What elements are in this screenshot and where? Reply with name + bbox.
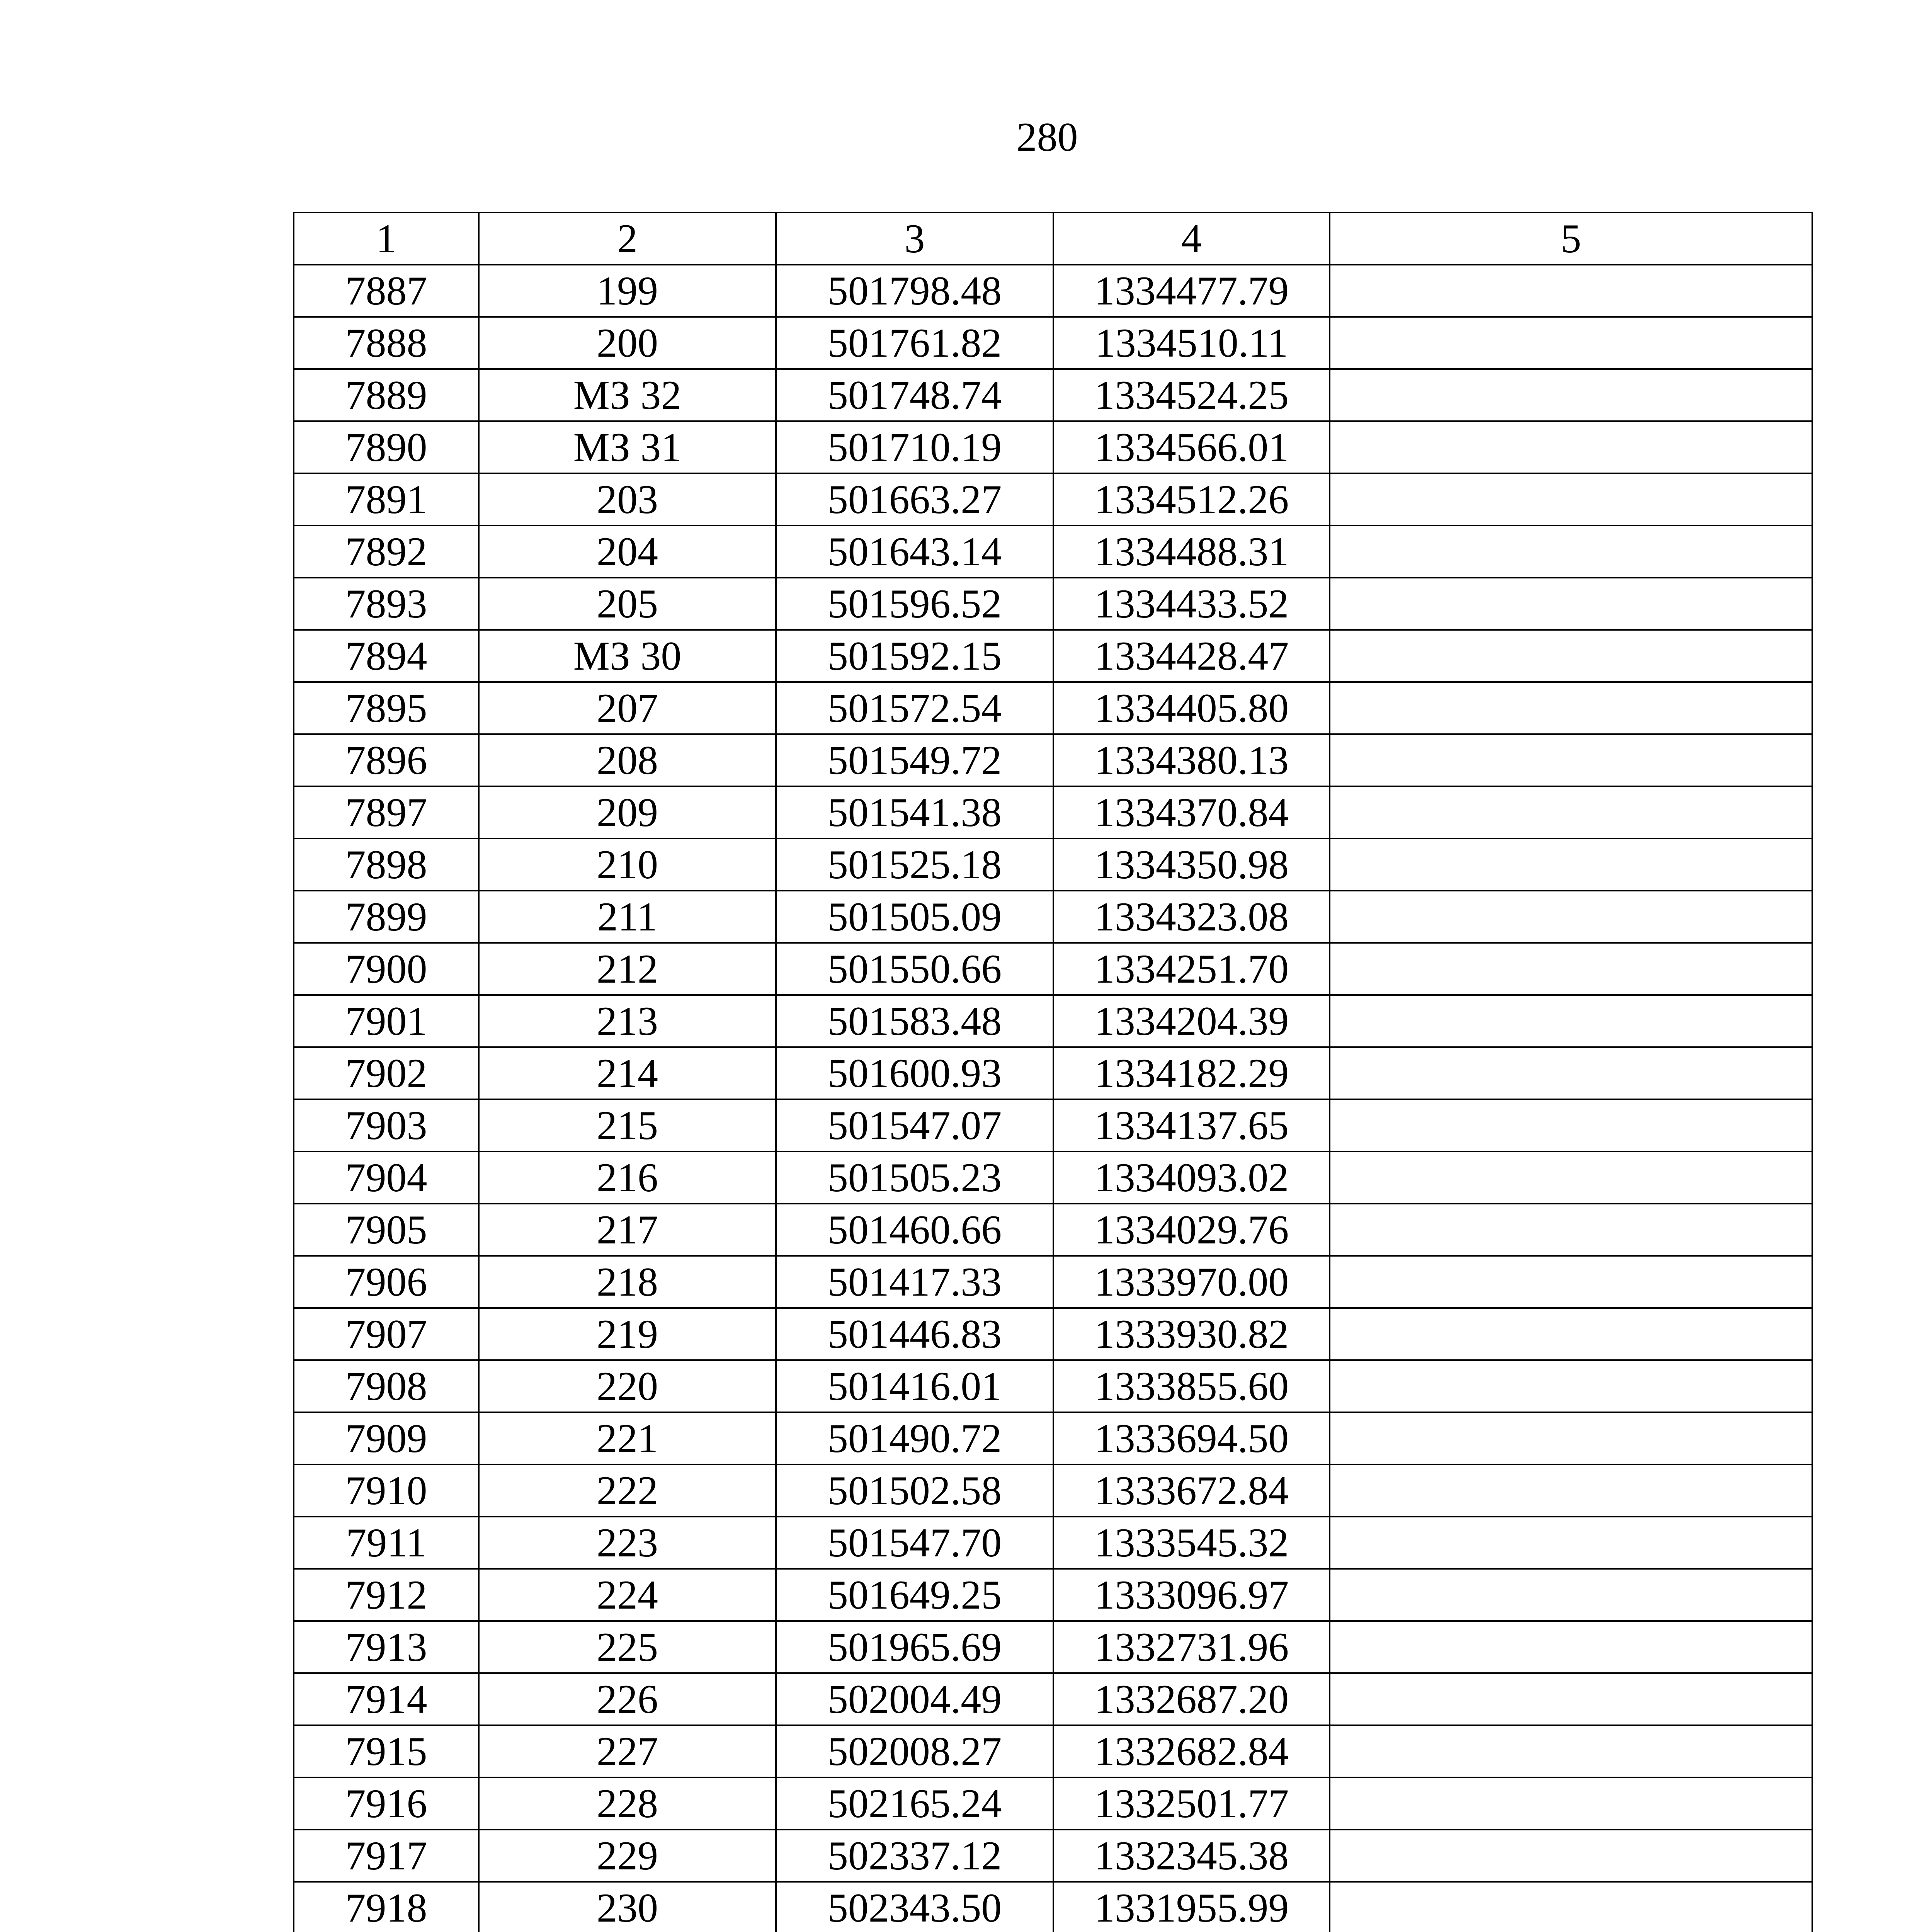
coord-x-cell: 501761.82 <box>776 317 1053 369</box>
note-cell <box>1330 1151 1812 1204</box>
coord-x-cell: 502165.24 <box>776 1777 1053 1830</box>
coord-x-cell: 501583.48 <box>776 995 1053 1047</box>
point-label-cell: 205 <box>479 578 776 630</box>
coord-x-cell: 501572.54 <box>776 682 1053 734</box>
coord-x-cell: 501547.07 <box>776 1099 1053 1151</box>
point-label-cell: 221 <box>479 1412 776 1464</box>
coord-x-cell: 501592.15 <box>776 630 1053 682</box>
table-row <box>294 734 1812 786</box>
coord-y-cell: 1333096.97 <box>1053 1569 1330 1621</box>
point-label-cell: 210 <box>479 838 776 891</box>
note-cell <box>1330 369 1812 421</box>
coord-x-cell: 501446.83 <box>776 1308 1053 1360</box>
coord-y-cell: 1333855.60 <box>1053 1360 1330 1412</box>
coord-x-cell: 501505.23 <box>776 1151 1053 1204</box>
note-cell <box>1330 891 1812 943</box>
coord-x-cell: 501748.74 <box>776 369 1053 421</box>
coord-y-cell: 1334512.26 <box>1053 473 1330 526</box>
coord-y-cell: 1334488.31 <box>1053 526 1330 578</box>
coord-x-cell: 501643.14 <box>776 526 1053 578</box>
coord-y-cell: 1332501.77 <box>1053 1777 1330 1830</box>
coord-x-cell: 501417.33 <box>776 1256 1053 1308</box>
table-row <box>294 1204 1812 1256</box>
coord-y-cell: 1334251.70 <box>1053 943 1330 995</box>
point-id-cell: 7901 <box>294 995 479 1047</box>
table-row <box>294 838 1812 891</box>
coord-x-cell: 501649.25 <box>776 1569 1053 1621</box>
note-cell <box>1330 838 1812 891</box>
note-cell <box>1330 265 1812 317</box>
point-id-cell: 7914 <box>294 1673 479 1725</box>
table-row <box>294 1673 1812 1725</box>
point-id-cell: 7900 <box>294 943 479 995</box>
coord-x-cell: 501798.48 <box>776 265 1053 317</box>
coord-x-cell: 501505.09 <box>776 891 1053 943</box>
point-id-cell: 7911 <box>294 1517 479 1569</box>
note-cell <box>1330 317 1812 369</box>
coord-y-cell: 1333545.32 <box>1053 1517 1330 1569</box>
point-label-cell: 204 <box>479 526 776 578</box>
table-row <box>294 891 1812 943</box>
coord-y-cell: 1333672.84 <box>1053 1464 1330 1517</box>
point-label-cell: 212 <box>479 943 776 995</box>
note-cell <box>1330 682 1812 734</box>
coord-x-cell: 501541.38 <box>776 786 1053 838</box>
point-label-cell: 228 <box>479 1777 776 1830</box>
coord-y-cell: 1334524.25 <box>1053 369 1330 421</box>
coord-y-cell: 1334566.01 <box>1053 421 1330 473</box>
point-label-cell: 208 <box>479 734 776 786</box>
table-row <box>294 265 1812 317</box>
point-id-cell: 7915 <box>294 1725 479 1777</box>
point-id-cell: 7893 <box>294 578 479 630</box>
header-row <box>294 213 1812 265</box>
note-cell <box>1330 630 1812 682</box>
point-id-cell: 7890 <box>294 421 479 473</box>
point-id-cell: 7913 <box>294 1621 479 1673</box>
table-row <box>294 1047 1812 1099</box>
point-label-cell: 216 <box>479 1151 776 1204</box>
note-cell <box>1330 421 1812 473</box>
table-row <box>294 1256 1812 1308</box>
point-id-cell: 7887 <box>294 265 479 317</box>
note-cell <box>1330 1882 1812 1932</box>
note-cell <box>1330 1830 1812 1882</box>
note-cell <box>1330 1360 1812 1412</box>
coord-x-cell: 501502.58 <box>776 1464 1053 1517</box>
coord-x-cell: 502343.50 <box>776 1882 1053 1932</box>
point-id-cell: 7904 <box>294 1151 479 1204</box>
note-cell <box>1330 1204 1812 1256</box>
note-cell <box>1330 943 1812 995</box>
table-row <box>294 1777 1812 1830</box>
coord-y-cell: 1333970.00 <box>1053 1256 1330 1308</box>
coord-y-cell: 1333930.82 <box>1053 1308 1330 1360</box>
coord-y-cell: 1334204.39 <box>1053 995 1330 1047</box>
column-header-1: 1 <box>294 213 479 265</box>
coord-x-cell: 501525.18 <box>776 838 1053 891</box>
coord-y-cell: 1334182.29 <box>1053 1047 1330 1099</box>
point-id-cell: 7899 <box>294 891 479 943</box>
point-id-cell: 7898 <box>294 838 479 891</box>
note-cell <box>1330 1464 1812 1517</box>
coord-y-cell: 1332687.20 <box>1053 1673 1330 1725</box>
point-label-cell: 217 <box>479 1204 776 1256</box>
point-id-cell: 7894 <box>294 630 479 682</box>
coord-y-cell: 1331955.99 <box>1053 1882 1330 1932</box>
point-label-cell: 223 <box>479 1517 776 1569</box>
coord-y-cell: 1332682.84 <box>1053 1725 1330 1777</box>
table-row <box>294 526 1812 578</box>
point-id-cell: 7908 <box>294 1360 479 1412</box>
column-header-2: 2 <box>479 213 776 265</box>
point-label-cell: 220 <box>479 1360 776 1412</box>
note-cell <box>1330 578 1812 630</box>
point-label-cell: 226 <box>479 1673 776 1725</box>
note-cell <box>1330 1047 1812 1099</box>
coord-y-cell: 1334323.08 <box>1053 891 1330 943</box>
coord-x-cell: 501600.93 <box>776 1047 1053 1099</box>
table-body <box>294 265 1812 1932</box>
point-id-cell: 7917 <box>294 1830 479 1882</box>
coordinates-table <box>293 212 1813 1932</box>
coord-y-cell: 1334433.52 <box>1053 578 1330 630</box>
coord-x-cell: 501460.66 <box>776 1204 1053 1256</box>
point-id-cell: 7897 <box>294 786 479 838</box>
table-row <box>294 943 1812 995</box>
point-label-cell: 209 <box>479 786 776 838</box>
table-row <box>294 630 1812 682</box>
page-number: 280 <box>1016 114 1078 160</box>
column-header-3: 3 <box>776 213 1053 265</box>
point-label-cell: 207 <box>479 682 776 734</box>
column-header-4: 4 <box>1053 213 1330 265</box>
point-id-cell: 7895 <box>294 682 479 734</box>
table-row <box>294 1517 1812 1569</box>
table-row <box>294 578 1812 630</box>
table-row <box>294 1151 1812 1204</box>
note-cell <box>1330 1621 1812 1673</box>
point-label-cell: 222 <box>479 1464 776 1517</box>
point-label-cell: МЗ 32 <box>479 369 776 421</box>
table-row <box>294 1099 1812 1151</box>
coord-x-cell: 502008.27 <box>776 1725 1053 1777</box>
coord-y-cell: 1332731.96 <box>1053 1621 1330 1673</box>
coord-y-cell: 1334350.98 <box>1053 838 1330 891</box>
table-row <box>294 682 1812 734</box>
table-row <box>294 1360 1812 1412</box>
note-cell <box>1330 473 1812 526</box>
point-id-cell: 7909 <box>294 1412 479 1464</box>
table-row <box>294 1725 1812 1777</box>
point-id-cell: 7892 <box>294 526 479 578</box>
note-cell <box>1330 1256 1812 1308</box>
coord-x-cell: 501549.72 <box>776 734 1053 786</box>
point-label-cell: 229 <box>479 1830 776 1882</box>
point-label-cell: 213 <box>479 995 776 1047</box>
coord-x-cell: 501596.52 <box>776 578 1053 630</box>
point-label-cell: 203 <box>479 473 776 526</box>
table-row <box>294 1464 1812 1517</box>
table-row <box>294 786 1812 838</box>
coord-x-cell: 501663.27 <box>776 473 1053 526</box>
point-label-cell: МЗ 30 <box>479 630 776 682</box>
point-label-cell: 218 <box>479 1256 776 1308</box>
table-row <box>294 1882 1812 1932</box>
note-cell <box>1330 1308 1812 1360</box>
coord-x-cell: 502004.49 <box>776 1673 1053 1725</box>
table-row <box>294 1621 1812 1673</box>
point-id-cell: 7891 <box>294 473 479 526</box>
point-label-cell: 215 <box>479 1099 776 1151</box>
point-id-cell: 7918 <box>294 1882 479 1932</box>
note-cell <box>1330 1517 1812 1569</box>
coord-y-cell: 1334380.13 <box>1053 734 1330 786</box>
coord-y-cell: 1332345.38 <box>1053 1830 1330 1882</box>
table-row <box>294 1569 1812 1621</box>
point-id-cell: 7905 <box>294 1204 479 1256</box>
coord-y-cell: 1334405.80 <box>1053 682 1330 734</box>
table-row <box>294 473 1812 526</box>
point-label-cell: 219 <box>479 1308 776 1360</box>
coord-x-cell: 501965.69 <box>776 1621 1053 1673</box>
coord-y-cell: 1334029.76 <box>1053 1204 1330 1256</box>
coord-y-cell: 1334137.65 <box>1053 1099 1330 1151</box>
point-label-cell: МЗ 31 <box>479 421 776 473</box>
point-label-cell: 230 <box>479 1882 776 1932</box>
note-cell <box>1330 734 1812 786</box>
coord-y-cell: 1334093.02 <box>1053 1151 1330 1204</box>
point-id-cell: 7902 <box>294 1047 479 1099</box>
table-row <box>294 1830 1812 1882</box>
coord-y-cell: 1334428.47 <box>1053 630 1330 682</box>
point-label-cell: 224 <box>479 1569 776 1621</box>
point-label-cell: 214 <box>479 1047 776 1099</box>
point-id-cell: 7889 <box>294 369 479 421</box>
column-header-5: 5 <box>1330 213 1812 265</box>
coord-x-cell: 501490.72 <box>776 1412 1053 1464</box>
coord-x-cell: 501547.70 <box>776 1517 1053 1569</box>
note-cell <box>1330 1673 1812 1725</box>
table-row <box>294 1412 1812 1464</box>
point-id-cell: 7910 <box>294 1464 479 1517</box>
coord-x-cell: 501550.66 <box>776 943 1053 995</box>
table-row <box>294 421 1812 473</box>
table-row <box>294 1308 1812 1360</box>
point-id-cell: 7912 <box>294 1569 479 1621</box>
point-id-cell: 7896 <box>294 734 479 786</box>
note-cell <box>1330 1099 1812 1151</box>
coord-y-cell: 1333694.50 <box>1053 1412 1330 1464</box>
table-row <box>294 317 1812 369</box>
table-header <box>294 213 1812 265</box>
point-id-cell: 7903 <box>294 1099 479 1151</box>
table-row <box>294 369 1812 421</box>
note-cell <box>1330 1412 1812 1464</box>
point-label-cell: 200 <box>479 317 776 369</box>
note-cell <box>1330 995 1812 1047</box>
point-id-cell: 7906 <box>294 1256 479 1308</box>
coord-y-cell: 1334510.11 <box>1053 317 1330 369</box>
table-row <box>294 995 1812 1047</box>
note-cell <box>1330 1569 1812 1621</box>
point-id-cell: 7916 <box>294 1777 479 1830</box>
note-cell <box>1330 1725 1812 1777</box>
point-label-cell: 227 <box>479 1725 776 1777</box>
coord-y-cell: 1334370.84 <box>1053 786 1330 838</box>
coord-y-cell: 1334477.79 <box>1053 265 1330 317</box>
note-cell <box>1330 1777 1812 1830</box>
point-label-cell: 211 <box>479 891 776 943</box>
note-cell <box>1330 786 1812 838</box>
note-cell <box>1330 526 1812 578</box>
coord-x-cell: 501416.01 <box>776 1360 1053 1412</box>
point-id-cell: 7907 <box>294 1308 479 1360</box>
coord-x-cell: 501710.19 <box>776 421 1053 473</box>
point-label-cell: 199 <box>479 265 776 317</box>
point-label-cell: 225 <box>479 1621 776 1673</box>
coord-x-cell: 502337.12 <box>776 1830 1053 1882</box>
point-id-cell: 7888 <box>294 317 479 369</box>
